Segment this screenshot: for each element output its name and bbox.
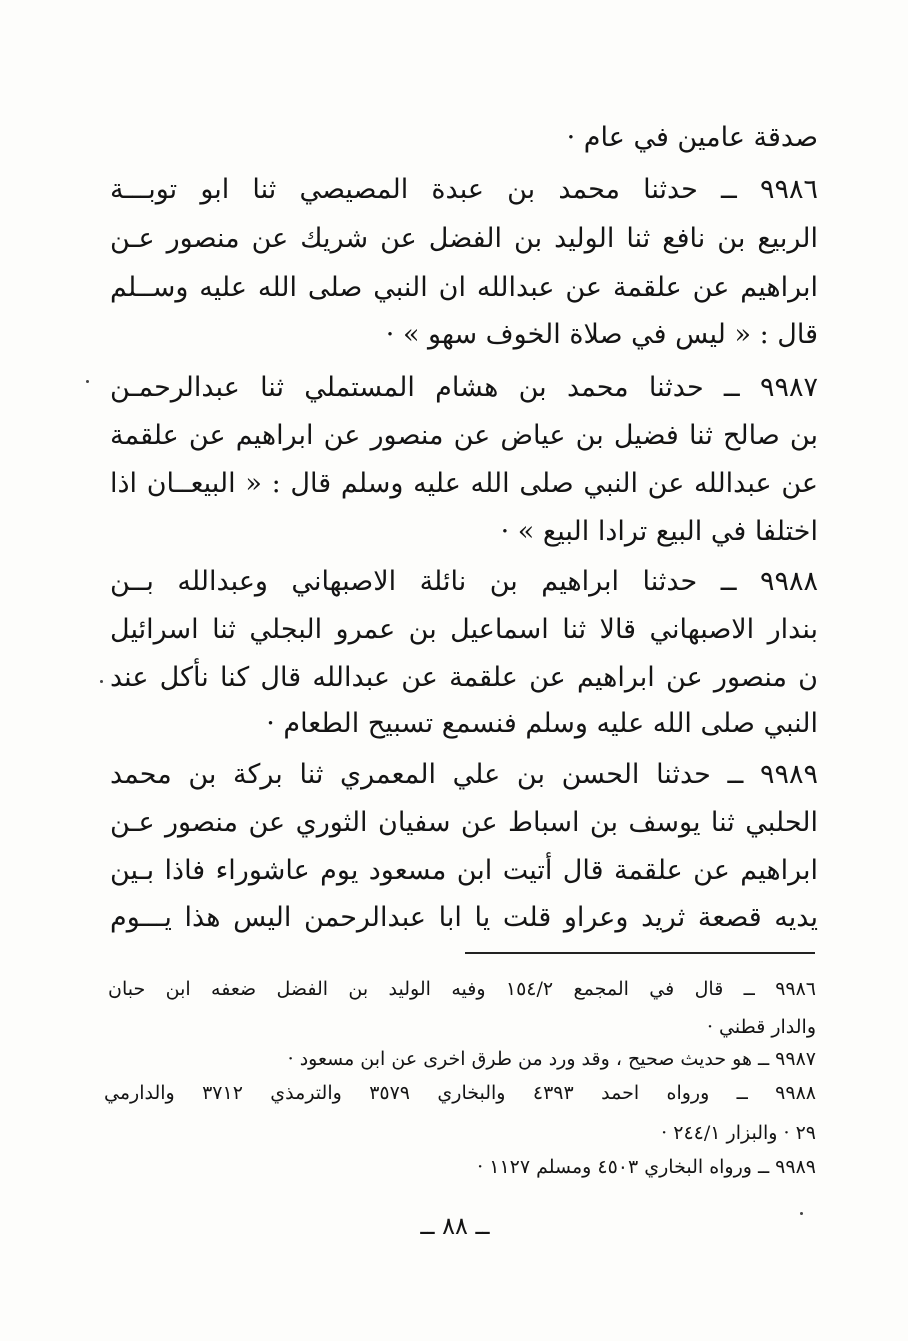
- scan-speck: [800, 1212, 803, 1215]
- hadith-9989-line-3: ابراهيم عن علقمة قال أتيت ابن مسعود يوم عاشوراء فاذا بـين: [110, 855, 818, 886]
- hadith-9988-line-3: ن منصور عن ابراهيم عن علقمة عن عبدالله قال كنا نأكل عند: [110, 662, 818, 693]
- scan-speck: [100, 680, 103, 683]
- hadith-9987-line-1: ٩٩٨٧ ــ حدثنا محمد بن هشام المستملي ثنا عبدالرحمـن: [110, 372, 818, 403]
- hadith-9988-line-1: ٩٩٨٨ ــ حدثنا ابراهيم بن نائلة الاصبهاني وعبدالله بــن: [110, 566, 818, 597]
- hadith-9987-line-3: عن عبدالله عن النبي صلى الله عليه وسلم قال : « البيعــان اذا: [110, 468, 818, 499]
- footnote-separator: [465, 952, 815, 954]
- hadith-9989-line-1: ٩٩٨٩ ــ حدثنا الحسن بن علي المعمري ثنا بركة بن محمد: [110, 759, 818, 790]
- scan-speck: [86, 380, 89, 383]
- hadith-9988-line-4: النبي صلى الله عليه وسلم فنسمع تسبيح الطعام ·: [266, 708, 818, 739]
- hadith-9989-line-4: يديه قصعة ثريد وعراو قلت يا ابا عبدالرحمن اليس هذا يـــوم: [110, 902, 818, 933]
- hadith-9986-line-4: قال : « ليس في صلاة الخوف سهو » ·: [385, 319, 818, 350]
- hadith-9986-line-1: ٩٩٨٦ ــ حدثنا محمد بن عبدة المصيصي ثنا ابو توبـــة: [110, 174, 818, 205]
- footnote-9986-line-2: والدار قطني ·: [706, 1016, 816, 1038]
- hadith-9986-line-2: الربيع بن نافع ثنا الوليد بن الفضل عن شريك عن منصور عـن: [110, 223, 818, 254]
- hadith-9988-line-2: بندار الاصبهاني قالا ثنا اسماعيل بن عمرو البجلي ثنا اسرائيل: [110, 614, 818, 645]
- footnote-9989: ٩٩٨٩ ــ ورواه البخاري ٤٥٠٣ ومسلم ١١٢٧ ·: [477, 1156, 816, 1178]
- footnote-9988-line-1: ٩٩٨٨ ــ ورواه احمد ٤٣٩٣ والبخاري ٣٥٧٩ والترمذي ٣٧١٢ والدارمي: [104, 1082, 816, 1104]
- hadith-9989-line-2: الحلبي ثنا يوسف بن اسباط عن سفيان الثوري عن منصور عـن: [110, 807, 818, 838]
- hadith-9987-line-4: اختلفا في البيع ترادا البيع » ·: [500, 516, 818, 547]
- body-line-1: صدقة عامين في عام ·: [566, 122, 818, 153]
- hadith-9986-line-3: ابراهيم عن علقمة عن عبدالله ان النبي صلى الله عليه وســلم: [110, 272, 818, 303]
- footnote-9987: ٩٩٨٧ ــ هو حديث صحيح ، وقد ورد من طرق اخرى عن ابن مسعود ·: [287, 1048, 816, 1070]
- footnote-9988-line-2: ٢٩ · والبزار ٢٤٤/١ ·: [661, 1122, 816, 1144]
- footnote-9986-line-1: ٩٩٨٦ ــ قال في المجمع ١٥٤/٢ وفيه الوليد بن الفضل ضعفه ابن حبان: [108, 978, 817, 1000]
- hadith-9987-line-2: بن صالح ثنا فضيل بن عياض عن منصور عن ابراهيم عن علقمة: [110, 420, 818, 451]
- page-number: ــ ٨٨ ــ: [420, 1212, 490, 1240]
